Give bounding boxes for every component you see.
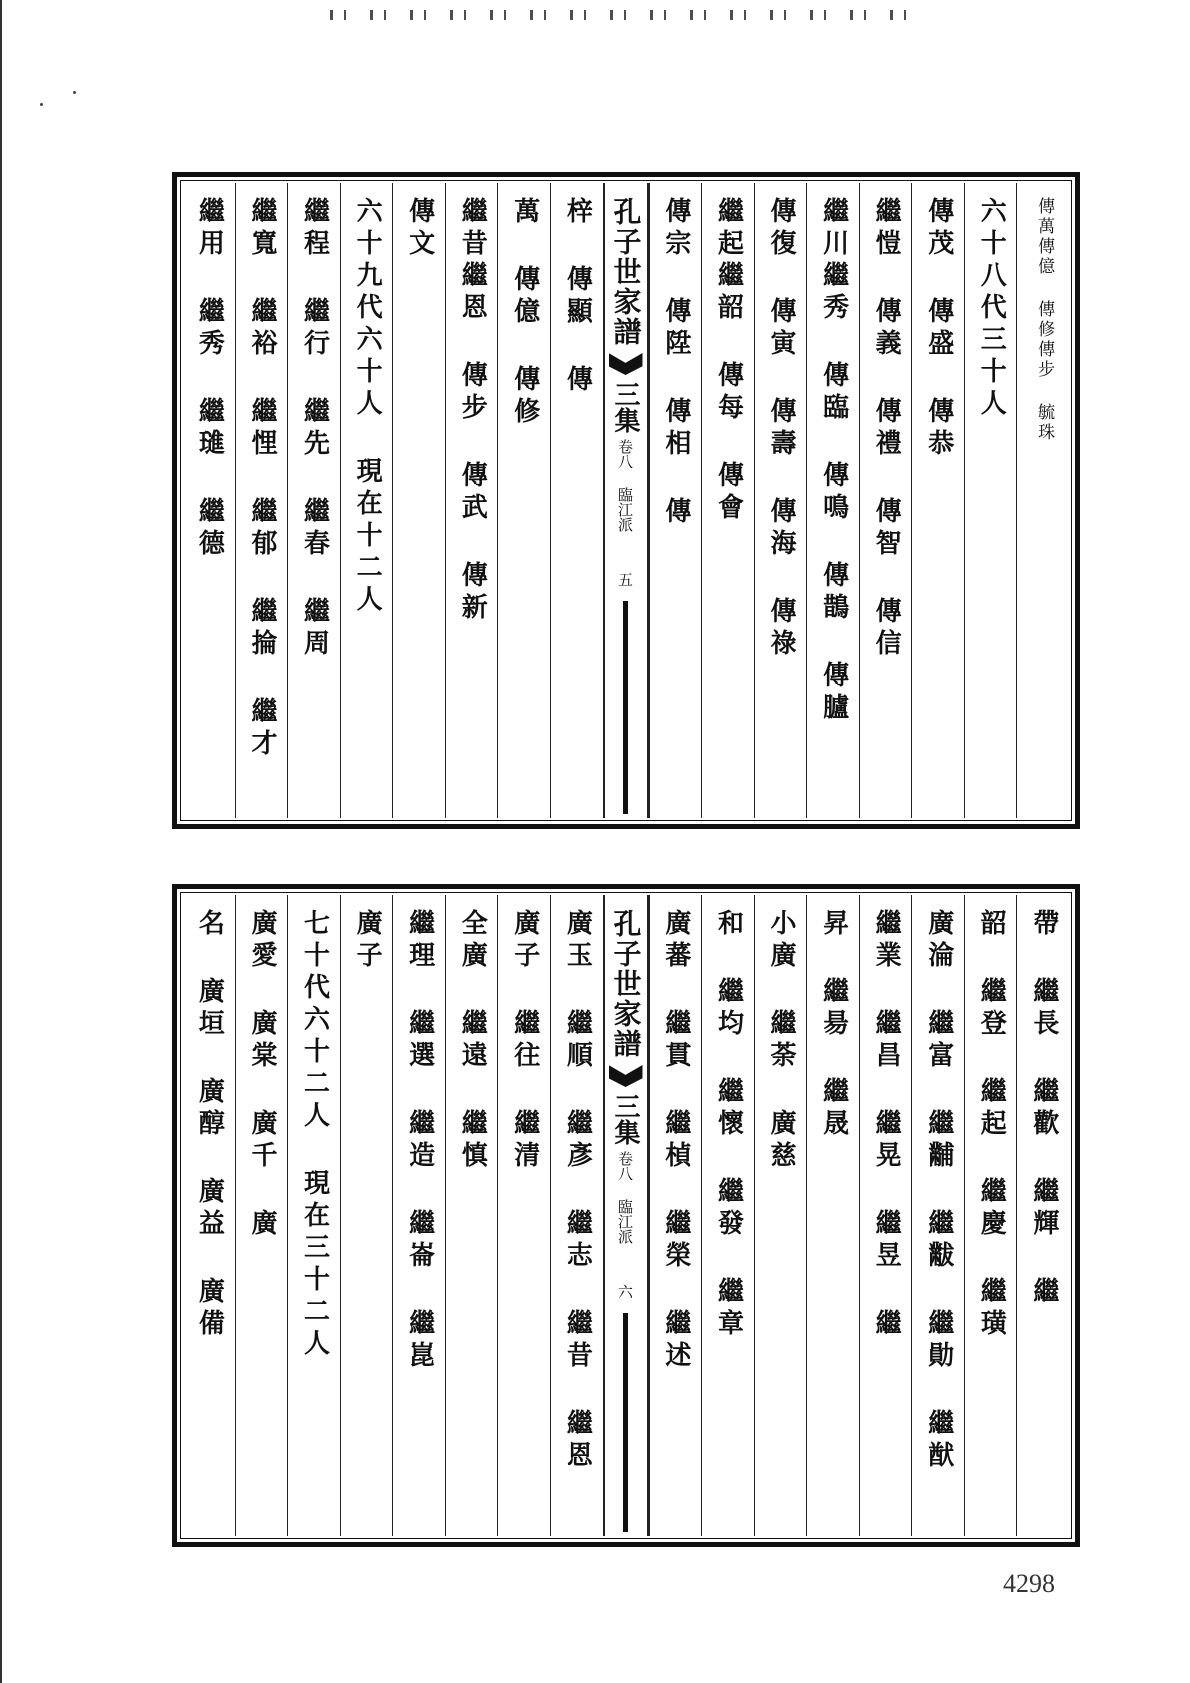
genealogy-panel-upper xyxy=(172,172,1080,829)
text-column: 繼寬 繼裕 繼悝 繼郁 繼掄 繼才 xyxy=(235,183,288,818)
page-number: 4298 xyxy=(1003,1569,1055,1598)
text-column: 韶 繼登 繼起 繼慶 繼璜 xyxy=(964,895,1017,1536)
text-column: 繼愷 傳義 傳禮 傳智 傳信 xyxy=(859,183,912,818)
text-column: 繼理 繼選 繼造 繼崙 繼崑 xyxy=(392,895,445,1536)
fish-tail-ornament-icon xyxy=(609,1065,643,1087)
text-column: 七十代六十二人 現在三十二人 xyxy=(287,895,340,1536)
volume-label: 三集 xyxy=(610,1093,640,1145)
text-column: 繼程 繼行 繼先 繼春 繼周 xyxy=(287,183,340,818)
scan-speck xyxy=(73,91,76,94)
text-column: 和 繼均 繼懷 繼發 繼章 xyxy=(701,895,754,1536)
book-title: 孔子世家譜 xyxy=(609,197,643,347)
text-column: 六十八代三十人 xyxy=(964,183,1017,818)
text-column: 傳文 xyxy=(392,183,445,818)
book-title: 孔子世家譜 xyxy=(609,909,643,1059)
center-fold-column xyxy=(603,183,649,818)
text-column: 傳宗 傳陞 傳相 傳 xyxy=(649,183,702,818)
leaf-number: 五 xyxy=(616,572,634,587)
text-column: 繼昔繼恩 傳步 傳武 傳新 xyxy=(445,183,498,818)
text-column: 昇 繼昜 繼晟 xyxy=(806,895,859,1536)
fold-bar xyxy=(623,1313,628,1532)
text-column: 繼起繼韶 傳每 傳會 xyxy=(701,183,754,818)
scan-left-edge xyxy=(0,0,2,1683)
text-column: 廣淪 繼富 繼黼 繼黻 繼勛 繼猷 xyxy=(911,895,964,1536)
text-column: 繼川繼秀 傳臨 傳鳴 傳鵲 傳臚 xyxy=(806,183,859,818)
fish-tail-ornament-icon xyxy=(609,353,643,375)
text-column: 全廣 繼遠 繼慎 xyxy=(445,895,498,1536)
chapter-label: 卷八 臨江派 xyxy=(616,1151,634,1244)
volume-label: 三集 xyxy=(610,381,640,433)
chapter-label: 卷八 臨江派 xyxy=(616,439,634,532)
genealogy-panel-lower xyxy=(172,884,1080,1547)
scan-speck xyxy=(40,103,43,106)
center-fold-column xyxy=(603,895,649,1536)
text-column: 萬 傳億 傳修 xyxy=(497,183,550,818)
text-column: 廣子 繼往 繼清 xyxy=(497,895,550,1536)
text-column: 廣愛 廣棠 廣千 廣 xyxy=(235,895,288,1536)
text-column: 梓 傳顯 傳 xyxy=(550,183,603,818)
text-column: 廣子 xyxy=(340,895,393,1536)
text-column: 傳萬傳億 傳修傳步 毓珠 xyxy=(1016,183,1069,818)
text-column: 繼用 繼秀 繼璡 繼德 xyxy=(194,197,225,561)
fold-bar xyxy=(623,601,628,814)
text-column: 名 廣垣 廣醇 廣益 廣備 xyxy=(194,909,225,1341)
text-column: 帶 繼長 繼歡 繼輝 繼 xyxy=(1016,895,1069,1536)
text-column: 廣蕃 繼貫 繼楨 繼榮 繼述 xyxy=(649,895,702,1536)
text-column: 六十九代六十人 現在十二人 xyxy=(340,183,393,818)
leaf-number: 六 xyxy=(616,1284,634,1299)
text-column: 傳復 傳寅 傳壽 傳海 傳祿 xyxy=(754,183,807,818)
text-column: 小廣 繼荼 廣慈 xyxy=(754,895,807,1536)
text-column: 繼業 繼昌 繼晃 繼昱 繼 xyxy=(859,895,912,1536)
text-column: 傳茂 傳盛 傳恭 xyxy=(911,183,964,818)
scan-top-noise xyxy=(330,10,930,20)
text-column: 廣玉 繼順 繼彥 繼志 繼昔 繼恩 xyxy=(550,895,603,1536)
